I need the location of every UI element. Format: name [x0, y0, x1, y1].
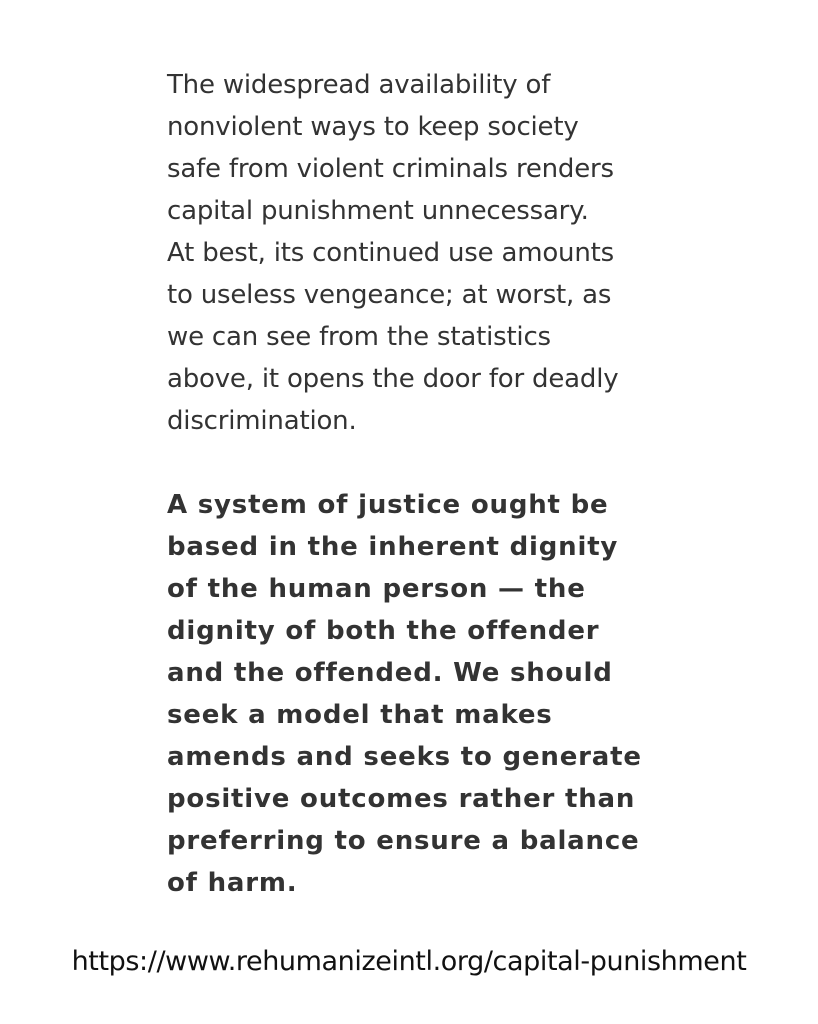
text-line: of the human person — the — [167, 574, 586, 604]
text-line: safe from violent criminals renders — [167, 154, 614, 184]
paragraph-bold — [167, 484, 667, 904]
text-line: seek a model that makes — [167, 700, 553, 730]
text-line: above, it opens the door for deadly — [167, 364, 619, 394]
article-excerpt — [167, 64, 667, 904]
text-line: capital punishment unnecessary. — [167, 196, 589, 226]
text-line: based in the inherent dignity — [167, 532, 619, 562]
text-line: discrimination. — [167, 406, 357, 436]
text-line: A system of justice ought be — [167, 490, 609, 520]
text-line: dignity of both the offender — [167, 616, 600, 646]
text-line: preferring to ensure a balance — [167, 826, 640, 856]
text-line: The widespread availability of — [167, 70, 551, 100]
text-line: we can see from the statistics — [167, 322, 551, 352]
text-line: of harm. — [167, 868, 298, 898]
text-line: to useless vengeance; at worst, as — [167, 280, 612, 310]
text-line: and the offended. We should — [167, 658, 613, 688]
paragraph-regular — [167, 64, 667, 442]
text-line: At best, its continued use amounts — [167, 238, 614, 268]
source-url: https://www.rehumanizeintl.org/capital-punishment — [71, 946, 747, 977]
text-line: amends and seeks to generate — [167, 742, 642, 772]
text-line: positive outcomes rather than — [167, 784, 636, 814]
text-line: nonviolent ways to keep society — [167, 112, 579, 142]
